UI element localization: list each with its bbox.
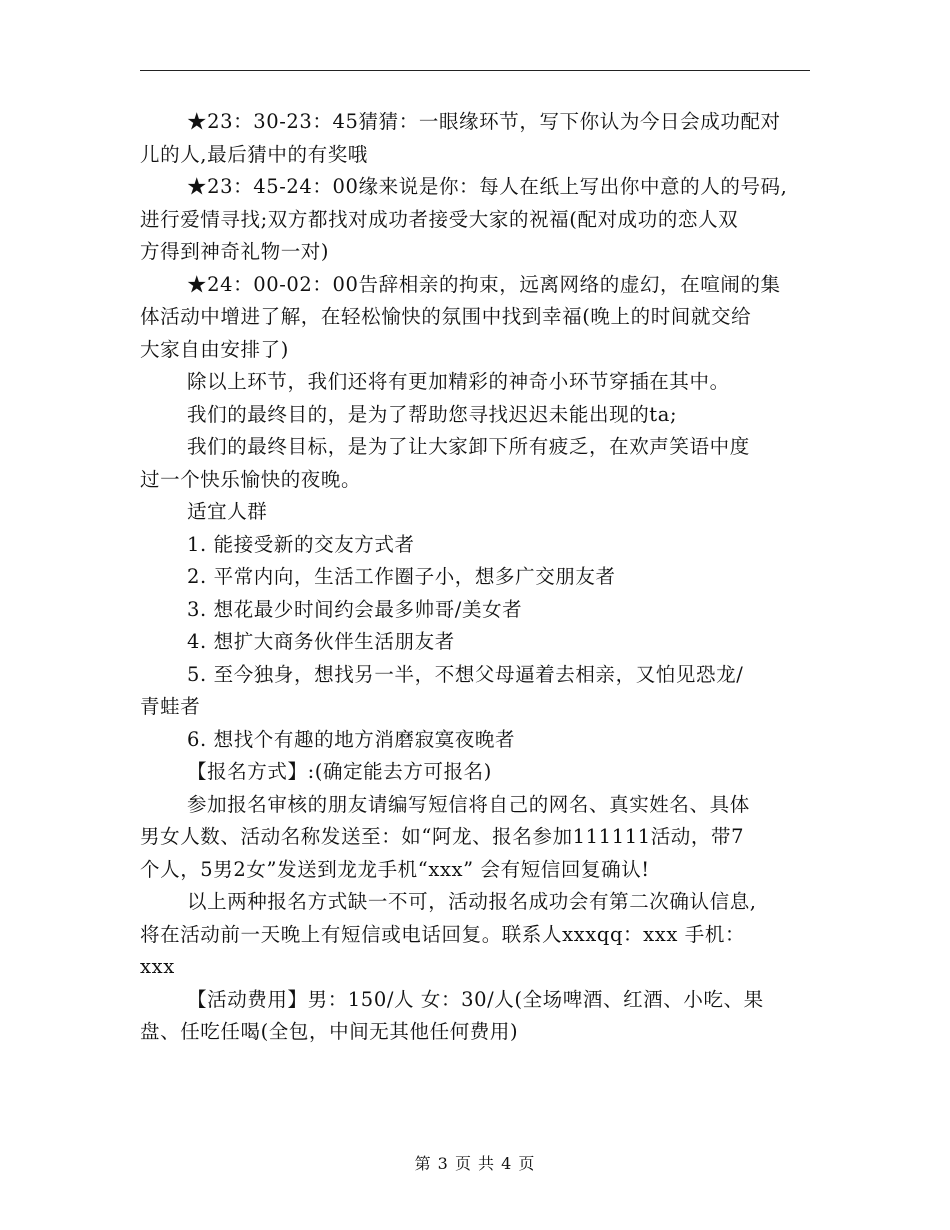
text-line: 除以上环节，我们还将有更加精彩的神奇小环节穿插在其中。	[187, 370, 730, 393]
text-line: 体活动中增进了解，在轻松愉快的氛围中找到幸福(晚上的时间就交给	[140, 305, 752, 328]
page-footer: 第 3 页 共 4 页	[414, 1154, 536, 1173]
text-line: 我们的最终目的，是为了帮助您寻找迟迟未能出现的ta;	[187, 402, 678, 426]
text-line: 【活动费用】男：150/人 女：30/人(全场啤酒、红酒、小吃、果	[187, 987, 764, 1011]
text-line: 进行爱情寻找;双方都找对成功者接受大家的祝福(配对成功的恋人双	[140, 207, 739, 231]
text-line: 方得到神奇礼物一对)	[140, 240, 330, 263]
text-line: 适宜人群	[187, 500, 268, 523]
text-line: 2. 平常内向，生活工作圈子小，想多广交朋友者	[187, 565, 616, 588]
text-line: ★23：45-24：00缘来说是你：每人在纸上写出你中意的人的号码,	[187, 175, 788, 198]
text-line: 【报名方式】:(确定能去方可报名)	[187, 760, 492, 783]
text-line: 大家自由安排了)	[140, 337, 289, 361]
text-line: 儿的人,最后猜中的有奖哦	[140, 142, 368, 166]
text-line: 3. 想花最少时间约会最多帅哥/美女者	[187, 597, 523, 621]
text-line: 青蛙者	[140, 695, 201, 718]
text-line: 盘、任吃任喝(全包，中间无其他任何费用)	[140, 1020, 519, 1043]
text-line: 将在活动前一天晚上有短信或电话回复。联系人xxxqq：xxx 手机：	[140, 922, 746, 946]
text-line: ★23：30-23：45猜猜：一眼缘环节，写下你认为今日会成功配对	[187, 110, 781, 133]
text-line: 6. 想找个有趣的地方消磨寂寞夜晚者	[187, 727, 516, 751]
text-line: 参加报名审核的朋友请编写短信将自己的网名、真实姓名、具体	[187, 792, 750, 816]
text-line: 过一个快乐愉快的夜晚。	[140, 467, 362, 491]
text-line: 个人，5男2女”发送到龙龙手机“xxx” 会有短信回复确认!	[140, 857, 650, 881]
text-line: 4. 想扩大商务伙伴生活朋友者	[187, 630, 455, 653]
text-line: 男女人数、活动名称发送至：如“阿龙、报名参加111111活动，带7	[140, 825, 745, 848]
text-line: 5. 至今独身，想找另一半，不想父母逼着去相亲，又怕见恐龙/	[187, 662, 744, 686]
text-line: 以上两种报名方式缺一不可，活动报名成功会有第二次确认信息,	[187, 890, 757, 913]
text-line: 我们的最终目标，是为了让大家卸下所有疲乏，在欢声笑语中度	[187, 435, 750, 458]
text-line: xxx	[140, 955, 175, 978]
header-rule	[140, 70, 810, 71]
text-line: ★24：00-02：00告辞相亲的拘束，远离网络的虚幻，在喧闹的集	[187, 272, 781, 296]
document-body	[140, 106, 820, 1049]
text-line: 1. 能接受新的交友方式者	[187, 532, 415, 556]
